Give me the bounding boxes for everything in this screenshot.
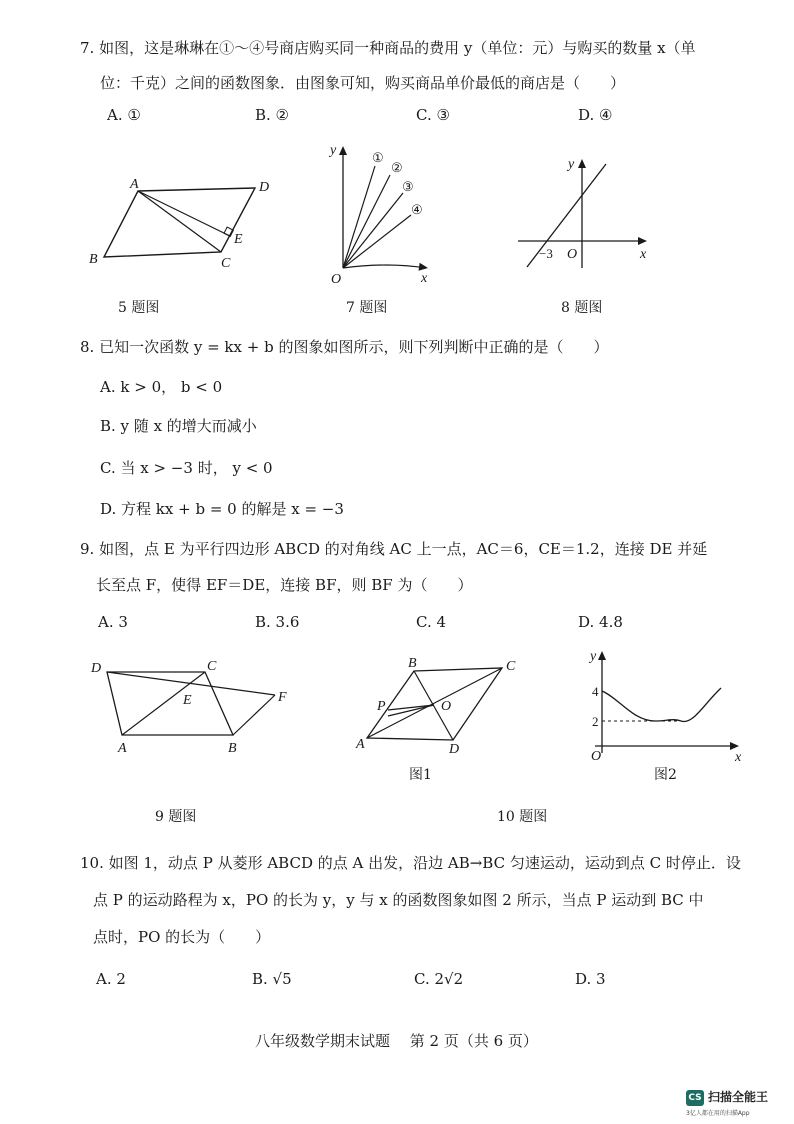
fig7-label-o: O — [331, 272, 342, 287]
q8-option-a: A. k > 0， b < 0 — [100, 378, 223, 396]
q10-option-d: D. 3 — [575, 970, 606, 988]
fig7-label-y: y — [330, 143, 337, 158]
fig10-label-c: C — [506, 659, 516, 674]
q7-stem-line1: 7. 如图，这是琳琳在①～④号商店购买同一种商品的费用 y（单位：元）与购买的数量 x（单 — [80, 39, 696, 57]
q8-option-b: B. y 随 x 的增大而减小 — [100, 417, 257, 435]
page-footer: 八年级数学期末试题 第 2 页（共 6 页） — [255, 1032, 538, 1050]
q9-option-a: A. 3 — [98, 613, 128, 631]
fig5-caption: 5 题图 — [118, 300, 160, 316]
q7-option-c: C. ③ — [416, 106, 450, 124]
fig9-label-f: F — [278, 690, 287, 705]
fig10-label-p: P — [377, 699, 386, 714]
fig10-label-a: A — [356, 737, 365, 752]
figure-8-graph — [510, 150, 660, 275]
figure-10-function-graph — [585, 645, 750, 770]
fig9-label-b: B — [228, 741, 237, 756]
fig5-label-a: A — [130, 177, 139, 192]
q10-option-c: C. 2√2 — [414, 970, 464, 988]
fig10b-label-x: x — [735, 750, 742, 765]
figure-5-parallelogram — [80, 168, 290, 288]
fig10-caption: 10 题图 — [497, 809, 548, 825]
fig10b-label-o: O — [591, 749, 602, 764]
q10-option-a: A. 2 — [96, 970, 126, 988]
watermark-brand: 扫描全能王 — [708, 1090, 769, 1104]
fig10b-label-4: 4 — [592, 684, 599, 699]
fig10b-label-y: y — [590, 649, 597, 664]
figure-7-graph — [318, 140, 438, 290]
q7-option-b: B. ② — [255, 106, 290, 124]
fig8-caption: 8 题图 — [561, 300, 603, 316]
fig10-2-caption: 图2 — [654, 767, 677, 783]
q9-option-c: C. 4 — [416, 613, 447, 631]
q7-option-d: D. ④ — [578, 106, 613, 124]
q7-stem-line2: 位：千克）之间的函数图象．由图象可知，购买商品单价最低的商店是（ ） — [100, 74, 626, 92]
figure-9-parallelogram — [85, 650, 300, 760]
q8-option-c: C. 当 x > −3 时， y < 0 — [100, 459, 273, 477]
fig7-line-4: ④ — [411, 202, 423, 217]
fig10b-label-2: 2 — [592, 714, 599, 729]
fig10-label-o: O — [441, 699, 452, 714]
fig7-label-x: x — [421, 271, 428, 286]
q9-stem-line2: 长至点 F，使得 EF＝DE，连接 BF，则 BF 为（ ） — [96, 576, 473, 594]
fig8-label-o: O — [567, 247, 578, 262]
q10-option-b: B. √5 — [252, 970, 292, 988]
fig7-line-3: ③ — [402, 179, 414, 194]
fig9-caption: 9 题图 — [155, 809, 197, 825]
fig10-label-b: B — [408, 656, 417, 671]
camscanner-logo: CS — [686, 1090, 704, 1106]
fig7-caption: 7 题图 — [346, 300, 388, 316]
q10-stem-line1: 10. 如图 1，动点 P 从菱形 ABCD 的点 A 出发，沿边 AB→BC 匀速运动，运动到点 C 时停止．设 — [80, 854, 741, 872]
fig5-label-b: B — [89, 252, 98, 267]
fig5-label-e: E — [234, 232, 243, 247]
fig10-1-caption: 图1 — [409, 767, 432, 783]
q9-stem-line1: 9. 如图，点 E 为平行四边形 ABCD 的对角线 AC 上一点，AC＝6，CE＝1.2，连接 DE 并延 — [80, 540, 708, 558]
q8-stem: 8. 已知一次函数 y = kx + b 的图象如图所示，则下列判断中正确的是（ ） — [80, 338, 609, 356]
fig5-label-d: D — [259, 180, 270, 195]
fig8-label-x: x — [640, 247, 647, 262]
fig7-line-2: ② — [391, 160, 403, 175]
watermark-tagline: 3亿人都在用的扫描App — [686, 1110, 750, 1117]
q7-option-a: A. ① — [107, 106, 141, 124]
fig8-label-minus3: −3 — [539, 246, 553, 261]
fig5-label-c: C — [221, 256, 231, 271]
fig7-line-1: ① — [372, 150, 384, 165]
figure-10-rhombus — [352, 650, 532, 760]
fig9-label-a: A — [118, 741, 127, 756]
fig9-label-c: C — [207, 659, 217, 674]
q10-stem-line3: 点时，PO 的长为（ ） — [93, 928, 271, 946]
q8-option-d: D. 方程 kx + b = 0 的解是 x = −3 — [100, 500, 344, 518]
fig8-label-y: y — [568, 157, 575, 172]
q9-option-b: B. 3.6 — [255, 613, 300, 631]
q10-stem-line2: 点 P 的运动路程为 x，PO 的长为 y，y 与 x 的函数图象如图 2 所示，当点 P 运动到 BC 中 — [93, 891, 704, 909]
fig9-label-e: E — [183, 693, 192, 708]
fig10-label-d: D — [449, 742, 460, 757]
q9-option-d: D. 4.8 — [578, 613, 623, 631]
fig9-label-d: D — [91, 661, 102, 676]
